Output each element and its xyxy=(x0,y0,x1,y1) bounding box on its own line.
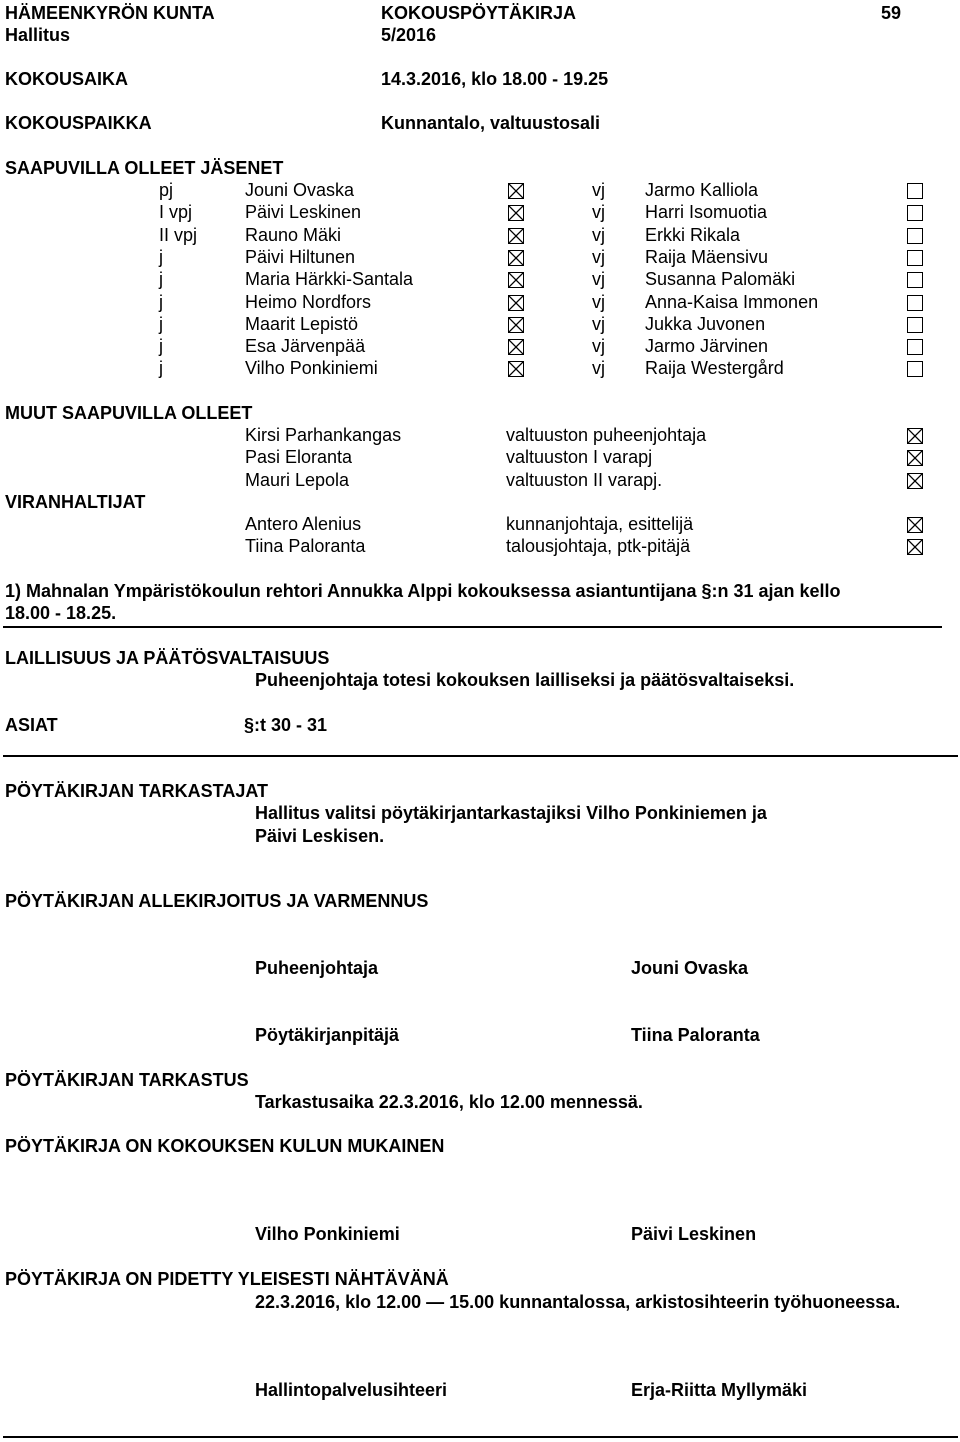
member-presence-checkbox[interactable] xyxy=(508,272,524,288)
member-presence-checkbox[interactable] xyxy=(508,183,524,199)
conformity-heading: PÖYTÄKIRJA ON KOKOUKSEN KULUN MUKAINEN xyxy=(5,1136,445,1156)
member-name: Jouni Ovaska xyxy=(245,180,355,200)
items-label: ASIAT xyxy=(5,715,58,735)
cross-mark-icon xyxy=(509,340,523,354)
deputy-name: Susanna Palomäki xyxy=(645,269,796,290)
member-role: j xyxy=(159,313,163,334)
meeting-time-value: 14.3.2016, klo 18.00 - 19.25 xyxy=(381,69,609,89)
checkers-line-1: Hallitus valitsi pöytäkirjantarkastajiksi Vilho Ponkiniemen ja xyxy=(255,803,767,823)
member-presence-checkbox[interactable] xyxy=(508,339,524,355)
official-title: kunnanjohtaja, esittelijä xyxy=(506,514,694,534)
member-presence-checkbox[interactable] xyxy=(508,250,524,266)
deputy-presence-checkbox[interactable] xyxy=(907,339,923,355)
member-name: Rauno Mäki xyxy=(245,224,342,245)
attendee-name: Kirsi Parhankangas xyxy=(245,425,402,445)
meeting-place-label: KOKOUSPAIKKA xyxy=(5,113,152,133)
deputy-name: Harri Isomuotia xyxy=(645,202,768,223)
document-number: 5/2016 xyxy=(381,25,437,45)
deputy-role: vj xyxy=(592,180,605,200)
deputy-name: Raija Westergård xyxy=(645,358,784,379)
member-name: Maria Härkki-Santala xyxy=(245,269,414,290)
member-name: Maarit Lepistö xyxy=(245,313,359,334)
member-role: j xyxy=(159,269,163,290)
public-signer-1: Hallintopalvelusihteeri xyxy=(255,1380,448,1400)
public-signer-2: Erja-Riitta Myllymäki xyxy=(631,1380,808,1400)
deputy-presence-checkbox[interactable] xyxy=(907,317,923,333)
cross-mark-icon xyxy=(509,251,523,265)
meeting-time-label: KOKOUSAIKA xyxy=(5,69,129,89)
attendee-presence-checkbox[interactable] xyxy=(907,473,923,489)
deputy-presence-checkbox[interactable] xyxy=(907,205,923,221)
deputy-presence-checkbox[interactable] xyxy=(907,295,923,311)
member-presence-checkbox[interactable] xyxy=(508,205,524,221)
member-role: j xyxy=(159,358,163,379)
official-name: Tiina Paloranta xyxy=(245,536,366,557)
member-name: Vilho Ponkiniemi xyxy=(245,358,378,379)
checkers-line-2: Päivi Leskisen. xyxy=(255,826,385,846)
deputy-role: vj xyxy=(592,246,605,267)
deputy-name: Jukka Juvonen xyxy=(645,313,766,334)
deputy-role: vj xyxy=(592,358,605,379)
member-role: j xyxy=(159,291,163,312)
secretary-name: Tiina Paloranta xyxy=(631,1025,760,1045)
deputy-role: vj xyxy=(592,291,605,312)
member-name: Päivi Leskinen xyxy=(245,202,362,223)
official-presence-checkbox[interactable] xyxy=(907,517,923,533)
deputy-presence-checkbox[interactable] xyxy=(907,228,923,244)
attendee-title: valtuuston II varapj. xyxy=(506,469,663,490)
member-role: j xyxy=(159,336,163,357)
cross-mark-icon xyxy=(509,229,523,243)
cross-mark-icon xyxy=(509,362,523,376)
deputy-role: vj xyxy=(592,313,605,334)
meeting-place-value: Kunnantalo, valtuustosali xyxy=(381,113,601,133)
cross-mark-icon xyxy=(509,296,523,310)
attendee-name: Mauri Lepola xyxy=(245,469,350,490)
deputy-name: Erkki Rikala xyxy=(645,224,741,245)
member-presence-checkbox[interactable] xyxy=(508,361,524,377)
deputy-presence-checkbox[interactable] xyxy=(907,272,923,288)
legality-text: Puheenjohtaja totesi kokouksen lailliseksi ja päätösvaltaiseksi. xyxy=(255,670,795,690)
conformity-signer-2: Päivi Leskinen xyxy=(631,1224,757,1244)
divider xyxy=(3,1436,958,1438)
deputy-name: Raija Mäensivu xyxy=(645,246,769,267)
municipality-name: HÄMEENKYRÖN KUNTA xyxy=(5,3,215,23)
attendee-title: valtuuston puheenjohtaja xyxy=(506,425,707,445)
cross-mark-icon xyxy=(908,518,922,532)
public-text: 22.3.2016, klo 12.00 — 15.00 kunnantalossa, arkistosihteerin työhuoneessa. xyxy=(255,1292,901,1312)
officials-heading: VIRANHALTIJAT xyxy=(5,492,146,512)
deputy-name: Jarmo Kalliola xyxy=(645,180,759,200)
cross-mark-icon xyxy=(908,474,922,488)
note-line-2: 18.00 - 18.25. xyxy=(5,603,117,623)
document-type: KOKOUSPÖYTÄKIRJA xyxy=(381,3,577,23)
cross-mark-icon xyxy=(509,184,523,198)
legality-heading: LAILLISUUS JA PÄÄTÖSVALTAISUUS xyxy=(5,648,330,668)
note-line-1: 1) Mahnalan Ympäristökoulun rehtori Annukka Alppi kokouksessa asiantuntijana §:n 31 ajan kello xyxy=(5,581,841,601)
member-name: Päivi Hiltunen xyxy=(245,246,356,267)
official-name: Antero Alenius xyxy=(245,514,362,534)
page-number: 59 xyxy=(881,3,902,23)
deputy-role: vj xyxy=(592,224,605,245)
public-heading: PÖYTÄKIRJA ON PIDETTY YLEISESTI NÄHTÄVÄNÄ xyxy=(5,1269,449,1289)
inspection-heading: PÖYTÄKIRJAN TARKASTUS xyxy=(5,1070,249,1090)
deputy-role: vj xyxy=(592,336,605,357)
member-name: Heimo Nordfors xyxy=(245,291,372,312)
deputy-presence-checkbox[interactable] xyxy=(907,361,923,377)
conformity-signer-1: Vilho Ponkiniemi xyxy=(255,1224,400,1244)
secretary-label: Pöytäkirjanpitäjä xyxy=(255,1025,400,1045)
chair-label: Puheenjohtaja xyxy=(255,958,379,978)
body-name: Hallitus xyxy=(5,25,71,45)
checkers-heading: PÖYTÄKIRJAN TARKASTAJAT xyxy=(5,781,269,801)
member-role: j xyxy=(159,246,163,267)
member-presence-checkbox[interactable] xyxy=(508,228,524,244)
cross-mark-icon xyxy=(908,451,922,465)
deputy-presence-checkbox[interactable] xyxy=(907,250,923,266)
signatures-heading: PÖYTÄKIRJAN ALLEKIRJOITUS JA VARMENNUS xyxy=(5,891,429,911)
deputy-name: Jarmo Järvinen xyxy=(645,336,769,357)
official-presence-checkbox[interactable] xyxy=(907,539,923,555)
cross-mark-icon xyxy=(908,429,922,443)
attendee-title: valtuuston I varapj xyxy=(506,447,653,468)
member-presence-checkbox[interactable] xyxy=(508,295,524,311)
official-title: talousjohtaja, ptk-pitäjä xyxy=(506,536,691,557)
member-presence-checkbox[interactable] xyxy=(508,317,524,333)
cross-mark-icon xyxy=(509,206,523,220)
deputy-role: vj xyxy=(592,269,605,290)
cross-mark-icon xyxy=(509,273,523,287)
member-role: II vpj xyxy=(159,224,198,245)
inspection-text: Tarkastusaika 22.3.2016, klo 12.00 mennessä. xyxy=(255,1092,643,1112)
attendee-name: Pasi Eloranta xyxy=(245,447,353,468)
cross-mark-icon xyxy=(908,540,922,554)
member-name: Esa Järvenpää xyxy=(245,336,366,357)
members-heading: SAAPUVILLA OLLEET JÄSENET xyxy=(5,158,284,178)
member-role: I vpj xyxy=(159,202,193,223)
chair-name: Jouni Ovaska xyxy=(631,958,749,978)
deputy-presence-checkbox[interactable] xyxy=(907,183,923,199)
attendee-presence-checkbox[interactable] xyxy=(907,428,923,444)
divider xyxy=(3,755,958,757)
attendee-presence-checkbox[interactable] xyxy=(907,450,923,466)
member-role: pj xyxy=(159,180,174,200)
others-heading: MUUT SAAPUVILLA OLLEET xyxy=(5,403,253,423)
deputy-role: vj xyxy=(592,202,605,223)
cross-mark-icon xyxy=(509,318,523,332)
items-value: §:t 30 - 31 xyxy=(244,715,328,735)
deputy-name: Anna-Kaisa Immonen xyxy=(645,291,819,312)
divider xyxy=(3,626,942,628)
